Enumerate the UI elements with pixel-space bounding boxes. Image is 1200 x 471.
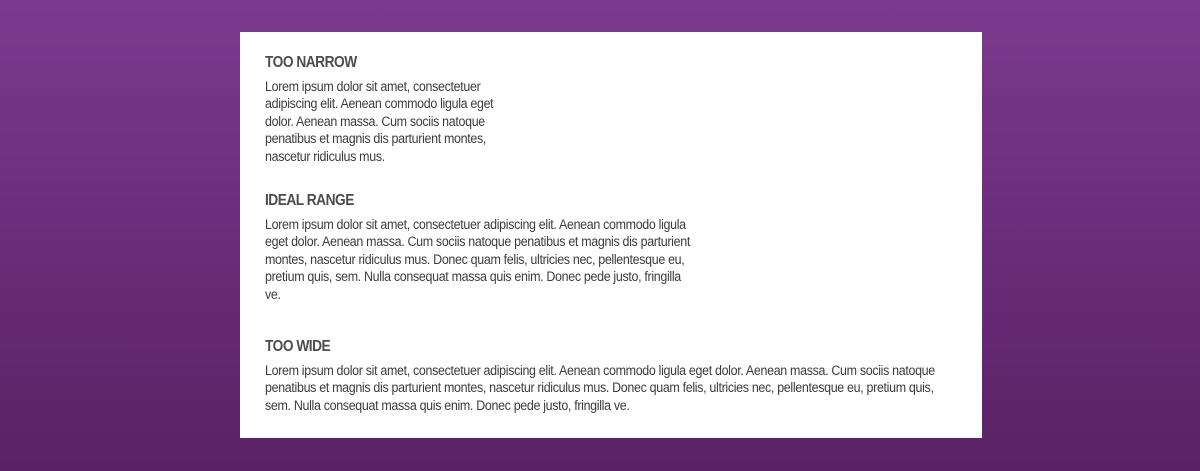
section-ideal-range bbox=[265, 192, 730, 303]
paragraph-too-narrow: Lorem ipsum dolor sit amet, consectetuer adipiscing elit. Aenean commodo ligula eget dolor. Aenean massa. Cum sociis natoque penatibus et magnis dis parturient montes, nascetur ridiculus mus. bbox=[265, 79, 494, 164]
section-heading-too-wide: TOO WIDE bbox=[265, 338, 331, 355]
paragraph-ideal-range: Lorem ipsum dolor sit amet, consectetuer adipiscing elit. Aenean commodo ligula eget dolor. Aenean massa. Cum sociis natoque penatibus et magnis dis parturient montes, nascetur ridiculus mus. Donec quam felis, ultricies nec, pellentesque eu, pretium quis, sem. Nulla consequat massa quis enim. Donec pede justo, fringilla ve. bbox=[265, 217, 690, 302]
section-too-narrow bbox=[265, 54, 530, 165]
paragraph-too-wide: Lorem ipsum dolor sit amet, consectetuer adipiscing elit. Aenean commodo ligula eget dolor. Aenean massa. Cum sociis natoque penatibus et magnis dis parturient montes, nascetur ridiculus mus. Donec quam felis, ultricies nec, pellentesque eu, pretium quis, sem. Nulla consequat massa quis enim. Donec pede justo, fringilla ve. bbox=[265, 363, 935, 413]
section-too-wide bbox=[265, 338, 1010, 414]
section-heading-too-narrow: TOO NARROW bbox=[265, 54, 357, 71]
section-heading-ideal-range: IDEAL RANGE bbox=[265, 192, 354, 209]
content-card bbox=[240, 32, 982, 438]
